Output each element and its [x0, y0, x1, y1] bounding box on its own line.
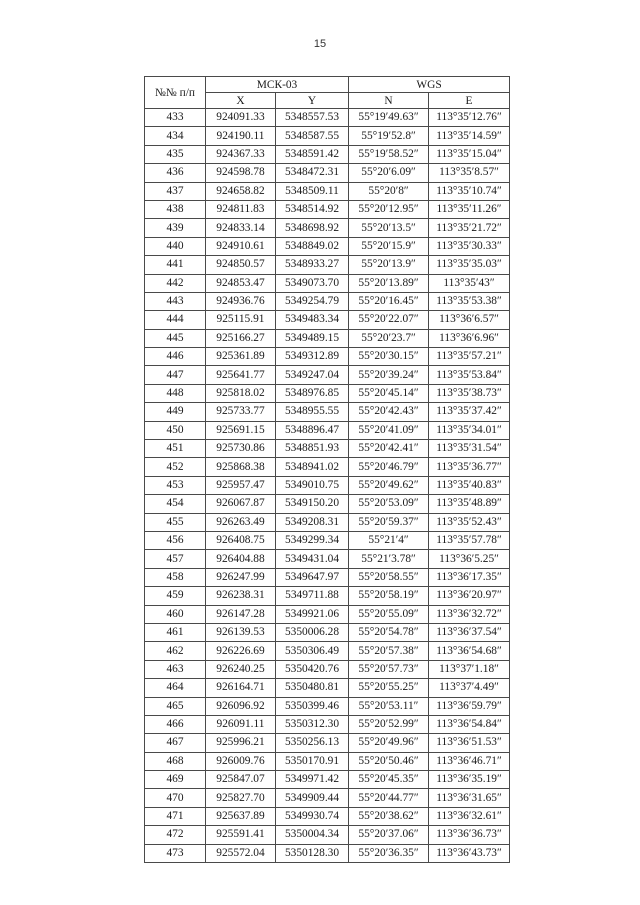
table-row — [145, 182, 510, 200]
x-cell: 925733.77 — [206, 403, 276, 421]
table-row — [145, 127, 510, 145]
table-body — [145, 109, 510, 863]
longitude-cell: 113°35′57.21″ — [429, 348, 510, 366]
row-number-cell: 446 — [145, 348, 206, 366]
x-cell: 925730.86 — [206, 440, 276, 458]
y-cell: 5349921.06 — [276, 605, 349, 623]
row-number-cell: 465 — [145, 697, 206, 715]
table-row — [145, 145, 510, 163]
latitude-cell: 55°20′41.09″ — [349, 421, 429, 439]
latitude-cell: 55°20′15.9″ — [349, 237, 429, 255]
table-row — [145, 807, 510, 825]
latitude-cell: 55°21′4″ — [349, 531, 429, 549]
row-number-cell: 469 — [145, 771, 206, 789]
row-number-cell: 464 — [145, 679, 206, 697]
y-cell: 5349909.44 — [276, 789, 349, 807]
longitude-cell: 113°36′20.97″ — [429, 587, 510, 605]
row-number-cell: 437 — [145, 182, 206, 200]
y-cell: 5348955.55 — [276, 403, 349, 421]
latitude-cell: 55°20′49.96″ — [349, 734, 429, 752]
table-row — [145, 844, 510, 862]
latitude-cell: 55°20′53.09″ — [349, 495, 429, 513]
latitude-cell: 55°20′54.78″ — [349, 623, 429, 641]
table-row — [145, 274, 510, 292]
latitude-cell: 55°19′52.8″ — [349, 127, 429, 145]
longitude-cell: 113°35′38.73″ — [429, 384, 510, 402]
longitude-cell: 113°35′10.74″ — [429, 182, 510, 200]
latitude-cell: 55°20′58.19″ — [349, 587, 429, 605]
table-row — [145, 348, 510, 366]
row-number-cell: 455 — [145, 513, 206, 531]
latitude-cell: 55°20′6.09″ — [349, 164, 429, 182]
y-cell: 5350480.81 — [276, 679, 349, 697]
y-cell: 5348514.92 — [276, 200, 349, 218]
row-number-cell: 470 — [145, 789, 206, 807]
header-x: X — [206, 93, 276, 109]
longitude-cell: 113°35′43″ — [429, 274, 510, 292]
table-row — [145, 642, 510, 660]
x-cell: 926147.28 — [206, 605, 276, 623]
x-cell: 924853.47 — [206, 274, 276, 292]
x-cell: 925691.15 — [206, 421, 276, 439]
row-number-cell: 445 — [145, 329, 206, 347]
y-cell: 5349299.34 — [276, 531, 349, 549]
longitude-cell: 113°35′57.78″ — [429, 531, 510, 549]
row-number-cell: 467 — [145, 734, 206, 752]
latitude-cell: 55°20′57.38″ — [349, 642, 429, 660]
longitude-cell: 113°36′17.35″ — [429, 568, 510, 586]
coordinates-table — [144, 76, 510, 863]
row-number-cell: 439 — [145, 219, 206, 237]
x-cell: 925572.04 — [206, 844, 276, 862]
row-number-cell: 442 — [145, 274, 206, 292]
table-row — [145, 771, 510, 789]
longitude-cell: 113°35′15.04″ — [429, 145, 510, 163]
x-cell: 926263.49 — [206, 513, 276, 531]
longitude-cell: 113°36′54.68″ — [429, 642, 510, 660]
latitude-cell: 55°20′37.06″ — [349, 826, 429, 844]
x-cell: 926139.53 — [206, 623, 276, 641]
x-cell: 925957.47 — [206, 476, 276, 494]
row-number-cell: 473 — [145, 844, 206, 862]
table-row — [145, 789, 510, 807]
longitude-cell: 113°36′6.57″ — [429, 311, 510, 329]
x-cell: 926164.71 — [206, 679, 276, 697]
y-cell: 5350170.91 — [276, 752, 349, 770]
table-row — [145, 292, 510, 310]
y-cell: 5349489.15 — [276, 329, 349, 347]
page-number: 15 — [313, 38, 327, 50]
table-row — [145, 550, 510, 568]
longitude-cell: 113°35′34.01″ — [429, 421, 510, 439]
x-cell: 924833.14 — [206, 219, 276, 237]
x-cell: 925818.02 — [206, 384, 276, 402]
longitude-cell: 113°35′21.72″ — [429, 219, 510, 237]
longitude-cell: 113°35′53.38″ — [429, 292, 510, 310]
table-row — [145, 495, 510, 513]
row-number-cell: 443 — [145, 292, 206, 310]
latitude-cell: 55°20′42.41″ — [349, 440, 429, 458]
x-cell: 925591.41 — [206, 826, 276, 844]
x-cell: 925868.38 — [206, 458, 276, 476]
y-cell: 5349483.34 — [276, 311, 349, 329]
x-cell: 926240.25 — [206, 660, 276, 678]
y-cell: 5350399.46 — [276, 697, 349, 715]
latitude-cell: 55°20′42.43″ — [349, 403, 429, 421]
latitude-cell: 55°20′50.46″ — [349, 752, 429, 770]
longitude-cell: 113°35′31.54″ — [429, 440, 510, 458]
header-e: E — [429, 93, 510, 109]
y-cell: 5348698.92 — [276, 219, 349, 237]
x-cell: 924091.33 — [206, 109, 276, 127]
table-row — [145, 623, 510, 641]
y-cell: 5348941.02 — [276, 458, 349, 476]
longitude-cell: 113°36′37.54″ — [429, 623, 510, 641]
row-number-cell: 461 — [145, 623, 206, 641]
row-number-cell: 453 — [145, 476, 206, 494]
y-cell: 5350004.34 — [276, 826, 349, 844]
latitude-cell: 55°20′13.89″ — [349, 274, 429, 292]
row-number-cell: 441 — [145, 256, 206, 274]
x-cell: 925115.91 — [206, 311, 276, 329]
table-row — [145, 458, 510, 476]
x-cell: 924190.11 — [206, 127, 276, 145]
y-cell: 5349010.75 — [276, 476, 349, 494]
row-number-cell: 447 — [145, 366, 206, 384]
x-cell: 924658.82 — [206, 182, 276, 200]
x-cell: 926096.92 — [206, 697, 276, 715]
row-number-cell: 457 — [145, 550, 206, 568]
row-number-cell: 444 — [145, 311, 206, 329]
latitude-cell: 55°20′46.79″ — [349, 458, 429, 476]
latitude-cell: 55°20′58.55″ — [349, 568, 429, 586]
latitude-cell: 55°20′55.25″ — [349, 679, 429, 697]
latitude-cell: 55°20′30.15″ — [349, 348, 429, 366]
y-cell: 5348933.27 — [276, 256, 349, 274]
latitude-cell: 55°20′12.95″ — [349, 200, 429, 218]
longitude-cell: 113°37′4.49″ — [429, 679, 510, 697]
row-number-cell: 440 — [145, 237, 206, 255]
y-cell: 5348472.31 — [276, 164, 349, 182]
row-number-cell: 472 — [145, 826, 206, 844]
y-cell: 5348976.85 — [276, 384, 349, 402]
latitude-cell: 55°19′58.52″ — [349, 145, 429, 163]
x-cell: 925641.77 — [206, 366, 276, 384]
header-n: N — [349, 93, 429, 109]
y-cell: 5349711.88 — [276, 587, 349, 605]
table-row — [145, 311, 510, 329]
table-header — [145, 77, 510, 109]
row-number-cell: 456 — [145, 531, 206, 549]
row-number-cell: 463 — [145, 660, 206, 678]
x-cell: 925847.07 — [206, 771, 276, 789]
y-cell: 5350420.76 — [276, 660, 349, 678]
y-cell: 5350312.30 — [276, 715, 349, 733]
table-row — [145, 476, 510, 494]
table-row — [145, 329, 510, 347]
latitude-cell: 55°21′3.78″ — [349, 550, 429, 568]
longitude-cell: 113°35′14.59″ — [429, 127, 510, 145]
longitude-cell: 113°36′6.96″ — [429, 329, 510, 347]
table-row — [145, 421, 510, 439]
row-number-cell: 450 — [145, 421, 206, 439]
y-cell: 5349930.74 — [276, 807, 349, 825]
longitude-cell: 113°35′11.26″ — [429, 200, 510, 218]
longitude-cell: 113°36′51.53″ — [429, 734, 510, 752]
row-number-cell: 435 — [145, 145, 206, 163]
y-cell: 5349647.97 — [276, 568, 349, 586]
y-cell: 5348591.42 — [276, 145, 349, 163]
row-number-cell: 436 — [145, 164, 206, 182]
x-cell: 926226.69 — [206, 642, 276, 660]
row-number-cell: 462 — [145, 642, 206, 660]
y-cell: 5348896.47 — [276, 421, 349, 439]
table-row — [145, 568, 510, 586]
row-number-cell: 433 — [145, 109, 206, 127]
longitude-cell: 113°35′40.83″ — [429, 476, 510, 494]
table-row — [145, 679, 510, 697]
latitude-cell: 55°20′13.5″ — [349, 219, 429, 237]
row-number-cell: 438 — [145, 200, 206, 218]
x-cell: 926404.88 — [206, 550, 276, 568]
x-cell: 925996.21 — [206, 734, 276, 752]
longitude-cell: 113°35′48.89″ — [429, 495, 510, 513]
x-cell: 924936.76 — [206, 292, 276, 310]
y-cell: 5348849.02 — [276, 237, 349, 255]
longitude-cell: 113°35′52.43″ — [429, 513, 510, 531]
table-row — [145, 697, 510, 715]
longitude-cell: 113°36′35.19″ — [429, 771, 510, 789]
row-number-cell: 454 — [145, 495, 206, 513]
longitude-cell: 113°35′8.57″ — [429, 164, 510, 182]
longitude-cell: 113°35′12.76″ — [429, 109, 510, 127]
row-number-cell: 449 — [145, 403, 206, 421]
latitude-cell: 55°19′49.63″ — [349, 109, 429, 127]
longitude-cell: 113°37′1.18″ — [429, 660, 510, 678]
table-row — [145, 403, 510, 421]
row-number-cell: 459 — [145, 587, 206, 605]
x-cell: 924910.61 — [206, 237, 276, 255]
row-number-cell: 458 — [145, 568, 206, 586]
y-cell: 5350006.28 — [276, 623, 349, 641]
latitude-cell: 55°20′36.35″ — [349, 844, 429, 862]
table-row — [145, 256, 510, 274]
latitude-cell: 55°20′13.9″ — [349, 256, 429, 274]
y-cell: 5348509.11 — [276, 182, 349, 200]
latitude-cell: 55°20′57.73″ — [349, 660, 429, 678]
y-cell: 5349254.79 — [276, 292, 349, 310]
longitude-cell: 113°36′32.61″ — [429, 807, 510, 825]
header-msk03: МСК-03 — [206, 77, 349, 93]
longitude-cell: 113°36′59.79″ — [429, 697, 510, 715]
x-cell: 924598.78 — [206, 164, 276, 182]
latitude-cell: 55°20′49.62″ — [349, 476, 429, 494]
table-row — [145, 384, 510, 402]
y-cell: 5350256.13 — [276, 734, 349, 752]
longitude-cell: 113°35′37.42″ — [429, 403, 510, 421]
y-cell: 5349247.04 — [276, 366, 349, 384]
longitude-cell: 113°36′5.25″ — [429, 550, 510, 568]
y-cell: 5349312.89 — [276, 348, 349, 366]
latitude-cell: 55°20′53.11″ — [349, 697, 429, 715]
latitude-cell: 55°20′16.45″ — [349, 292, 429, 310]
y-cell: 5349971.42 — [276, 771, 349, 789]
table-row — [145, 109, 510, 127]
longitude-cell: 113°35′35.03″ — [429, 256, 510, 274]
latitude-cell: 55°20′8″ — [349, 182, 429, 200]
longitude-cell: 113°36′43.73″ — [429, 844, 510, 862]
row-number-cell: 460 — [145, 605, 206, 623]
x-cell: 926067.87 — [206, 495, 276, 513]
table-row — [145, 513, 510, 531]
longitude-cell: 113°35′36.77″ — [429, 458, 510, 476]
row-number-cell: 434 — [145, 127, 206, 145]
latitude-cell: 55°20′52.99″ — [349, 715, 429, 733]
longitude-cell: 113°36′36.73″ — [429, 826, 510, 844]
latitude-cell: 55°20′22.07″ — [349, 311, 429, 329]
x-cell: 926009.76 — [206, 752, 276, 770]
x-cell: 926408.75 — [206, 531, 276, 549]
x-cell: 925637.89 — [206, 807, 276, 825]
latitude-cell: 55°20′59.37″ — [349, 513, 429, 531]
row-number-cell: 452 — [145, 458, 206, 476]
latitude-cell: 55°20′45.14″ — [349, 384, 429, 402]
x-cell: 924850.57 — [206, 256, 276, 274]
table-row — [145, 164, 510, 182]
header-wgs: WGS — [349, 77, 510, 93]
y-cell: 5350306.49 — [276, 642, 349, 660]
longitude-cell: 113°35′30.33″ — [429, 237, 510, 255]
table-row — [145, 605, 510, 623]
longitude-cell: 113°36′54.84″ — [429, 715, 510, 733]
latitude-cell: 55°20′44.77″ — [349, 789, 429, 807]
x-cell: 924811.83 — [206, 200, 276, 218]
table-row — [145, 715, 510, 733]
header-y: Y — [276, 93, 349, 109]
x-cell: 925166.27 — [206, 329, 276, 347]
row-number-cell: 448 — [145, 384, 206, 402]
table-row — [145, 219, 510, 237]
longitude-cell: 113°36′31.65″ — [429, 789, 510, 807]
latitude-cell: 55°20′23.7″ — [349, 329, 429, 347]
y-cell: 5348557.53 — [276, 109, 349, 127]
table-row — [145, 826, 510, 844]
table-row — [145, 237, 510, 255]
latitude-cell: 55°20′39.24″ — [349, 366, 429, 384]
y-cell: 5349431.04 — [276, 550, 349, 568]
row-number-cell: 471 — [145, 807, 206, 825]
table-row — [145, 200, 510, 218]
x-cell: 925361.89 — [206, 348, 276, 366]
row-number-cell: 451 — [145, 440, 206, 458]
table-row — [145, 531, 510, 549]
table-row — [145, 366, 510, 384]
row-number-cell: 468 — [145, 752, 206, 770]
y-cell: 5348587.55 — [276, 127, 349, 145]
row-number-cell: 466 — [145, 715, 206, 733]
longitude-cell: 113°36′46.71″ — [429, 752, 510, 770]
table-row — [145, 587, 510, 605]
y-cell: 5348851.93 — [276, 440, 349, 458]
longitude-cell: 113°35′53.84″ — [429, 366, 510, 384]
y-cell: 5349208.31 — [276, 513, 349, 531]
table-row — [145, 660, 510, 678]
x-cell: 926247.99 — [206, 568, 276, 586]
x-cell: 926091.11 — [206, 715, 276, 733]
x-cell: 925827.70 — [206, 789, 276, 807]
x-cell: 924367.33 — [206, 145, 276, 163]
y-cell: 5349073.70 — [276, 274, 349, 292]
y-cell: 5349150.20 — [276, 495, 349, 513]
table-row — [145, 440, 510, 458]
latitude-cell: 55°20′55.09″ — [349, 605, 429, 623]
latitude-cell: 55°20′45.35″ — [349, 771, 429, 789]
table-row — [145, 752, 510, 770]
latitude-cell: 55°20′38.62″ — [349, 807, 429, 825]
table-row — [145, 734, 510, 752]
y-cell: 5350128.30 — [276, 844, 349, 862]
header-row-number: №№ п/п — [145, 77, 206, 109]
x-cell: 926238.31 — [206, 587, 276, 605]
longitude-cell: 113°36′32.72″ — [429, 605, 510, 623]
